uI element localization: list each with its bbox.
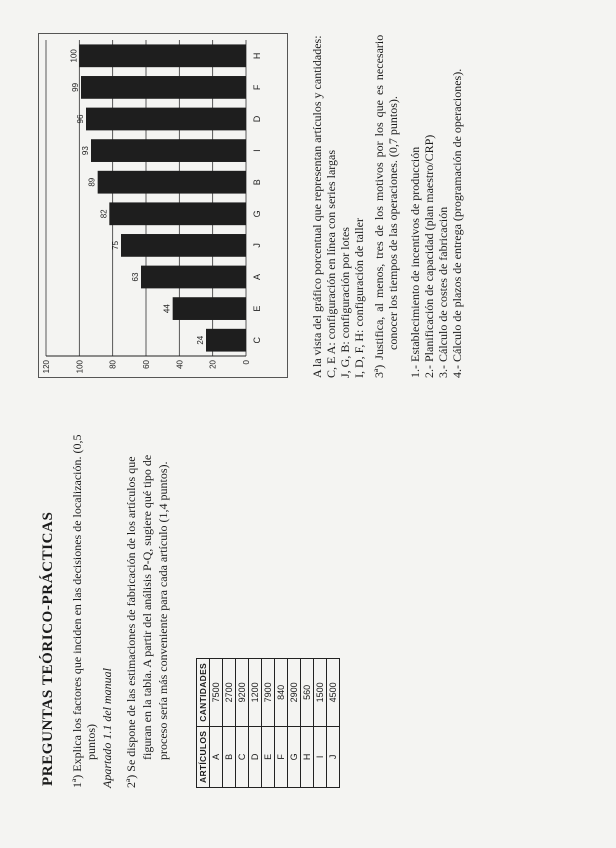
question-1-note: Apartado 1.1 del manual: [100, 668, 114, 788]
page-title: PREGUNTAS TEÓRICO-PRÁCTICAS: [40, 511, 56, 786]
chart-bar: [206, 329, 246, 352]
article-cell: J: [327, 726, 340, 787]
x-category-label: G: [252, 210, 262, 218]
article-cell: E: [262, 726, 275, 787]
answer-line2: C, E A: configuración en línea con series largas: [324, 149, 338, 378]
quantity-cell: 4500: [327, 658, 340, 726]
article-cell: D: [249, 726, 262, 787]
chart-bar: [121, 234, 246, 257]
question-2-line1: 2ª) Se dispone de las estimaciones de fabricación de los artículos que: [124, 456, 138, 788]
list-item: 3.- Cálculo de costes de fabricación: [436, 206, 450, 378]
quantity-cell: 2700: [223, 658, 236, 726]
x-category-label: I: [252, 149, 262, 152]
chart-bar: [86, 108, 246, 131]
x-category-label: H: [252, 52, 262, 60]
data-label: 89: [87, 177, 97, 187]
data-label: 99: [71, 82, 80, 92]
article-cell: H: [301, 726, 314, 787]
question-3-line2: conocer los tiempos de las operaciones. (0,7 puntos).: [386, 96, 400, 350]
x-category-label: J: [252, 243, 262, 248]
y-tick-label: 100: [75, 360, 85, 374]
y-tick-label: 60: [142, 360, 151, 369]
header-articulos: ARTÍCULOS: [197, 726, 210, 787]
quantity-cell: 1200: [249, 658, 262, 726]
chart-bar: [109, 202, 246, 225]
x-category-label: F: [252, 84, 262, 91]
article-cell: G: [288, 726, 301, 787]
answer-line3: J, G, B: configuración por lotes: [338, 227, 352, 378]
article-cell: A: [210, 726, 223, 787]
question-1-line2: puntos): [84, 724, 98, 760]
table-row: [275, 658, 288, 787]
table-row: [249, 658, 262, 787]
x-category-label: B: [252, 179, 262, 186]
quantity-cell: 7500: [210, 658, 223, 726]
article-cell: I: [314, 726, 327, 787]
motives-list: [408, 69, 464, 378]
list-item: 2.- Planificación de capacidad (plan maestro/CRP): [422, 134, 436, 378]
articles-table: [196, 658, 340, 788]
quantity-cell: 1500: [314, 658, 327, 726]
data-label: 44: [162, 304, 172, 314]
quantity-cell: 9200: [236, 658, 249, 726]
x-category-label: C: [252, 336, 262, 344]
chart-bar: [91, 139, 246, 162]
table-row: [314, 658, 327, 787]
data-label: 96: [76, 114, 85, 124]
question-2-line3: proceso sería más conveniente para cada artículo (1,4 puntos).: [156, 461, 170, 760]
table-row: [210, 658, 223, 787]
quantity-cell: 2900: [288, 658, 301, 726]
question-2-line2: figuran en la tabla. A partir del análisis P-Q, sugiere qué tipo de: [140, 454, 154, 760]
table-row: [301, 658, 314, 787]
y-tick-label: 120: [42, 360, 51, 374]
data-label: 100: [69, 49, 79, 63]
chart-bar: [141, 266, 246, 289]
question-1-line1: 1ª) Explica los factores que inciden en las decisiones de localización. (0,5: [70, 434, 84, 788]
table-header-row: [197, 658, 210, 787]
quantity-cell: 560: [301, 658, 314, 726]
header-cantidades: CANTIDADES: [197, 658, 210, 726]
list-item: 1.- Establecimiento de incentivos de producción: [408, 146, 422, 378]
y-tick-label: 20: [208, 360, 218, 369]
table-row: [223, 658, 236, 787]
list-item: 4.- Cálculo de plazos de entrega (programación de operaciones).: [450, 68, 464, 378]
y-tick-label: 0: [242, 360, 251, 365]
y-tick-label: 40: [175, 360, 185, 369]
article-cell: B: [223, 726, 236, 787]
x-category-label: E: [252, 305, 262, 312]
chart-bar: [98, 171, 246, 194]
answer-line4: I, D, F, H: configuración de taller: [352, 218, 366, 378]
quantity-cell: 7900: [262, 658, 275, 726]
table-row: [327, 658, 340, 787]
chart-bar: [173, 297, 246, 320]
article-cell: F: [275, 726, 288, 787]
table-row: [288, 658, 301, 787]
chart-bar: [81, 76, 246, 99]
table-row: [236, 658, 249, 787]
data-label: 82: [99, 209, 109, 219]
y-tick-label: 80: [108, 360, 118, 369]
data-label: 93: [81, 146, 90, 156]
article-cell: C: [236, 726, 249, 787]
data-label: 63: [131, 272, 140, 282]
data-label: 75: [111, 240, 120, 250]
quantity-cell: 840: [275, 658, 288, 726]
table-row: [262, 658, 275, 787]
chart-bar: [79, 44, 246, 67]
answer-line1: A la vista del gráfico porcentual que representan artículos y cantidades:: [310, 35, 324, 378]
x-category-label: A: [252, 273, 262, 281]
question-3-line1: 3ª) Justifica, al menos, tres de los motivos por los que es necesario: [372, 34, 386, 378]
x-category-label: D: [252, 115, 262, 123]
data-label: 24: [196, 335, 205, 345]
